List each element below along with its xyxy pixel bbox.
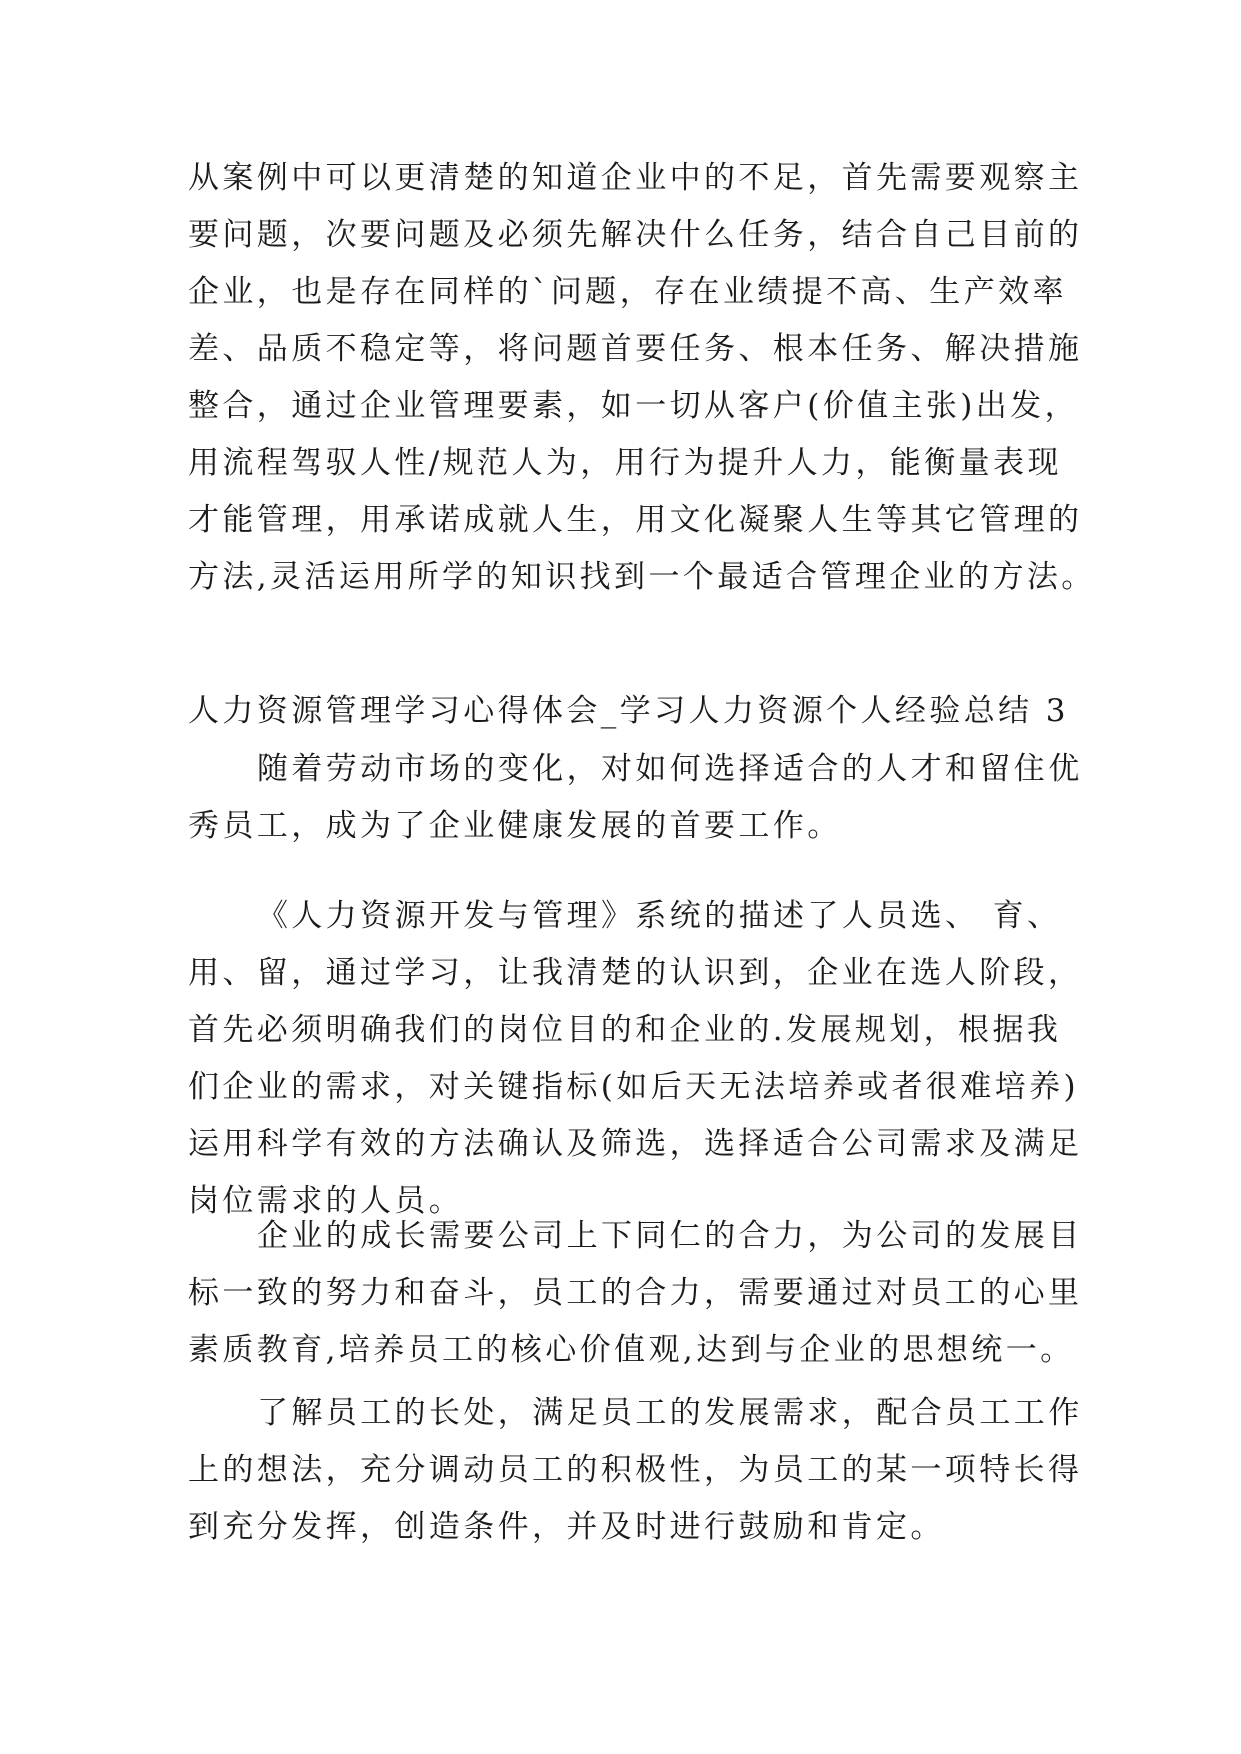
paragraph-case-analysis bbox=[188, 150, 1096, 606]
text-line: 差、品质不稳定等，将问题首要任务、根本任务、解决措施 bbox=[188, 331, 1083, 367]
text-line: 首先必须明确我们的岗位目的和企业的.发展规划，根据我 bbox=[188, 1012, 1062, 1048]
text-line: 要问题，次要问题及必须先解决什么任务，结合自己目前的 bbox=[188, 217, 1083, 253]
text-line: 们企业的需求，对关键指标(如后天无法培养或者很难培养) bbox=[188, 1069, 1079, 1105]
text-line: 秀员工，成为了企业健康发展的首要工作。 bbox=[188, 808, 842, 844]
text-line: 了解员工的长处，满足员工的发展需求，配合员工工作 bbox=[257, 1395, 1083, 1431]
text-line: 随着劳动市场的变化，对如何选择适合的人才和留住优 bbox=[257, 751, 1083, 787]
text-line: 上的想法，充分调动员工的积极性，为员工的某一项特长得 bbox=[188, 1452, 1083, 1488]
section-heading-block bbox=[188, 683, 1068, 740]
paragraph-company-growth bbox=[188, 1208, 1083, 1379]
text-line: 标一致的努力和奋斗，员工的合力，需要通过对员工的心里 bbox=[188, 1275, 1083, 1311]
text-line: 到充分发挥，创造条件，并及时进行鼓励和肯定。 bbox=[188, 1509, 945, 1545]
text-line: 岗位需求的人员。 bbox=[188, 1183, 464, 1219]
text-line: 方法,灵活运用所学的知识找到一个最适合管理企业的方法。 bbox=[188, 559, 1096, 595]
paragraph-hr-development bbox=[188, 888, 1083, 1230]
text-line: 才能管理，用承诺成就人生，用文化凝聚人生等其它管理的 bbox=[188, 502, 1083, 538]
text-line: 《人力资源开发与管理》系统的描述了人员选、 育、 bbox=[257, 898, 1062, 934]
text-line: 从案例中可以更清楚的知道企业中的不足，首先需要观察主 bbox=[188, 160, 1083, 196]
paragraph-labor-market bbox=[188, 741, 1083, 855]
section-heading: 人力资源管理学习心得体会_学习人力资源个人经验总结 3 bbox=[188, 693, 1069, 729]
text-line: 整合，通过企业管理要素，如一切从客户(价值主张)出发， bbox=[188, 388, 1079, 424]
text-line: 用、留，通过学习，让我清楚的认识到，企业在选人阶段， bbox=[188, 955, 1083, 991]
text-line: 企业，也是存在同样的`问题，存在业绩提不高、生产效率 bbox=[188, 274, 1067, 310]
text-line: 运用科学有效的方法确认及筛选，选择适合公司需求及满足 bbox=[188, 1126, 1083, 1162]
text-line: 素质教育,培养员工的核心价值观,达到与企业的思想统一。 bbox=[188, 1332, 1075, 1368]
paragraph-employee-strengths bbox=[188, 1385, 1083, 1556]
text-line: 用流程驾驭人性/规范人为，用行为提升人力，能衡量表现 bbox=[188, 445, 1062, 481]
text-line: 企业的成长需要公司上下同仁的合力，为公司的发展目 bbox=[257, 1218, 1083, 1254]
